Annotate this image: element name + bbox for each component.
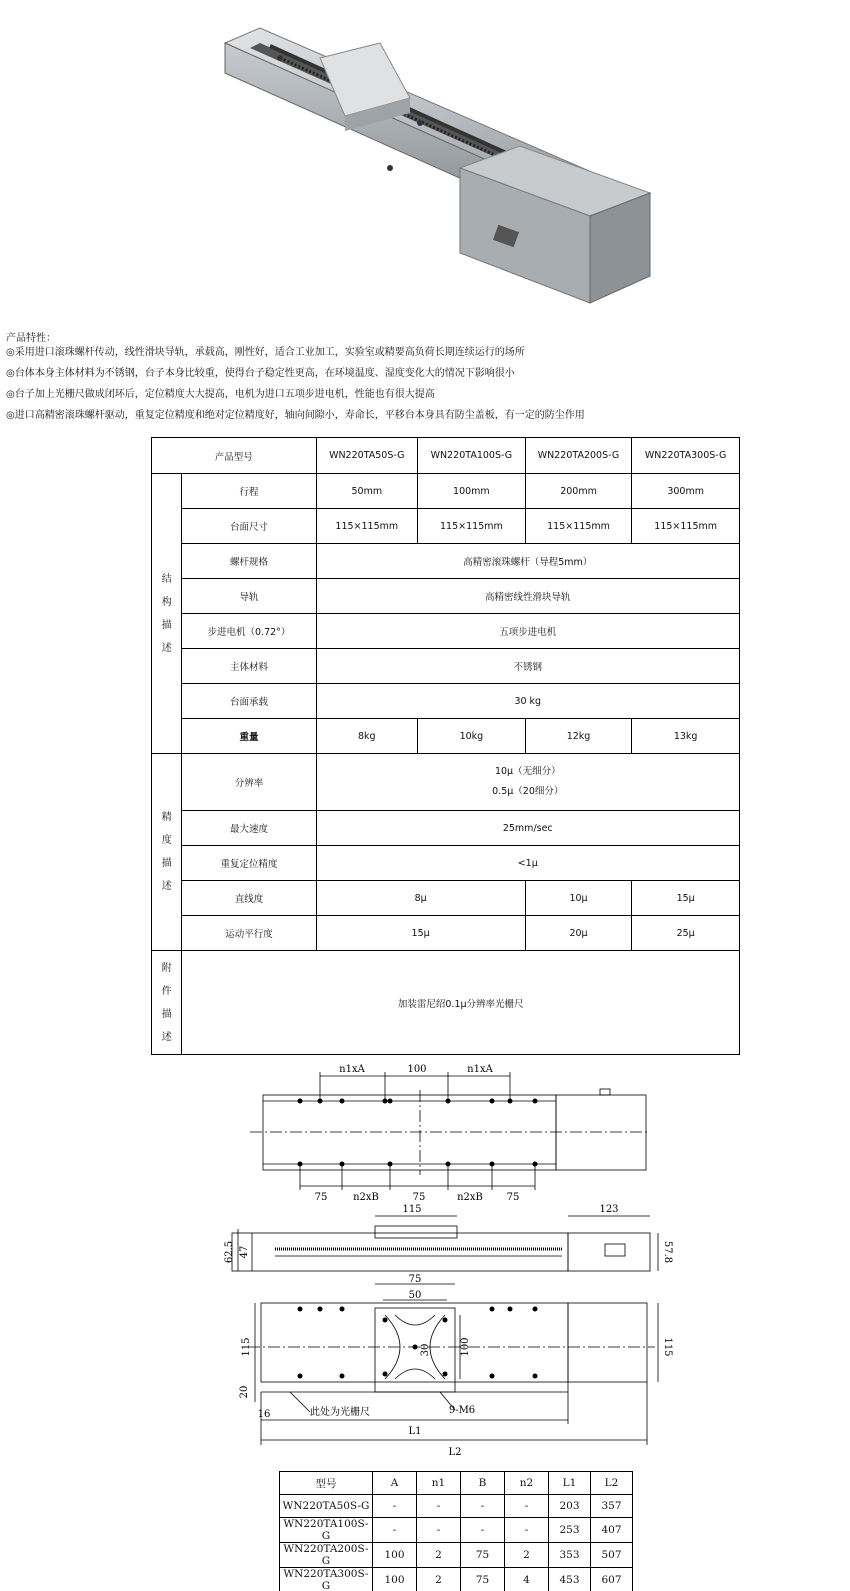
resolution-value: 10μ（无细分） 0.5μ（20细分）: [316, 754, 739, 811]
weight-value: 8kg: [316, 719, 418, 754]
group-accessory: 附 件 描 述: [152, 951, 182, 1055]
travel-value: 300mm: [632, 474, 740, 509]
table-size-value: 115×115mm: [316, 509, 418, 544]
table-size-value: 115×115mm: [632, 509, 740, 544]
dim-n2xb-right: n2xB: [457, 1192, 483, 1203]
dim-75-a: 75: [314, 1192, 328, 1203]
dim-100-bottom: 100: [460, 1337, 471, 1357]
model-1: WN220TA50S-G: [316, 438, 418, 474]
straightness-label: 直线度: [182, 881, 316, 916]
parallelism-value: 15μ: [316, 916, 525, 951]
group-precision: 精 度 描 述: [152, 754, 182, 951]
straightness-value: 8μ: [316, 881, 525, 916]
dim-header: n2: [505, 1472, 549, 1495]
dim-header: L1: [549, 1472, 591, 1495]
feature-line-2: ◎台体本身主体材料为不锈钢，台子本身比较重，使得台子稳定性更高，在环境温度、湿度变化大的情况下影响很小: [6, 368, 515, 379]
parallelism-value: 20μ: [525, 916, 632, 951]
dim-115-left: 115: [241, 1337, 252, 1357]
table-size-value: 115×115mm: [525, 509, 632, 544]
weight-value: 12kg: [525, 719, 632, 754]
dim-n1xa-left: n1xA: [339, 1064, 365, 1075]
dim-16: 16: [257, 1409, 271, 1420]
parallelism-label: 运动平行度: [182, 916, 316, 951]
feature-line-4: ◎进口高精密滚珠螺杆驱动，重复定位精度和绝对定位精度好，轴向间隙小，寿命长，平移台本身具有防尘盖板，有一定的防尘作用: [6, 410, 585, 421]
accessory-value: 加装雷尼绍0.1μ分辨率光栅尺: [182, 951, 740, 1055]
dim-57-8: 57.8: [662, 1240, 673, 1264]
travel-value: 50mm: [316, 474, 418, 509]
dim-75-c: 75: [506, 1192, 520, 1203]
dim-115-side: 115: [402, 1204, 422, 1215]
dim-header: n1: [417, 1472, 461, 1495]
dim-header: L2: [591, 1472, 633, 1495]
dim-47: 47: [239, 1245, 250, 1259]
dim-30: 30: [420, 1343, 431, 1357]
material-label: 主体材料: [182, 649, 316, 684]
dim-62-5: 62.5: [224, 1240, 235, 1264]
dim-l1: L1: [408, 1426, 422, 1437]
product-photo: [220, 18, 670, 328]
table-row: WN220TA50S-G - - - - 203 357: [280, 1495, 633, 1518]
load-label: 台面承载: [182, 684, 316, 719]
dim-100-top: 100: [407, 1064, 427, 1075]
feature-line-3: ◎台子加上光栅尺做成闭环后，定位精度大大提高，电机为进口五项步进电机，性能也有很大提高: [6, 389, 435, 400]
screw-label: 螺杆规格: [182, 544, 316, 579]
spec-table: [151, 437, 740, 1055]
table-row: WN220TA200S-G 100 2 75 2 353 507: [280, 1543, 633, 1568]
dim-75-b: 75: [412, 1192, 426, 1203]
dim-75-bottom: 75: [408, 1274, 422, 1285]
travel-value: 100mm: [418, 474, 526, 509]
features-title: 产品特性：: [6, 333, 56, 344]
straightness-value: 10μ: [525, 881, 632, 916]
holes-label: 9-M6: [448, 1405, 476, 1416]
travel-label: 行程: [182, 474, 316, 509]
scale-note: 此处为光栅尺: [310, 1407, 370, 1418]
dim-l2: L2: [448, 1447, 462, 1458]
resolution-label: 分辨率: [182, 754, 316, 811]
dim-50: 50: [408, 1290, 422, 1301]
dimension-table: [279, 1471, 633, 1591]
weight-label: 重量: [182, 719, 316, 754]
features-section: [6, 333, 846, 431]
travel-value: 200mm: [525, 474, 632, 509]
weight-value: 10kg: [418, 719, 526, 754]
guide-label: 导轨: [182, 579, 316, 614]
model-2: WN220TA100S-G: [418, 438, 526, 474]
feature-line-1: ◎采用进口滚珠螺杆传动，线性滑块导轨，承载高，刚性好，适合工业加工，实验室或精要高负荷长期连续运行的场所: [6, 347, 525, 358]
model-4: WN220TA300S-G: [632, 438, 740, 474]
group-structure: 结 构 描 述: [152, 474, 182, 754]
header-label: 产品型号: [152, 438, 317, 474]
table-size-value: 115×115mm: [418, 509, 526, 544]
guide-value: 高精密线性滑块导轨: [316, 579, 739, 614]
straightness-value: 15μ: [632, 881, 740, 916]
repeatability-value: <1μ: [316, 846, 739, 881]
dim-n1xa-right: n1xA: [467, 1064, 493, 1075]
dim-header: 型号: [280, 1472, 373, 1495]
repeatability-label: 重复定位精度: [182, 846, 316, 881]
dim-header: A: [373, 1472, 417, 1495]
dim-header: B: [461, 1472, 505, 1495]
screw-value: 高精密滚珠螺杆（导程5mm）: [316, 544, 739, 579]
parallelism-value: 25μ: [632, 916, 740, 951]
dim-20: 20: [239, 1385, 250, 1399]
max-speed-value: 25mm/sec: [316, 811, 739, 846]
dim-n2xb-left: n2xB: [353, 1192, 379, 1203]
weight-value: 13kg: [632, 719, 740, 754]
max-speed-label: 最大速度: [182, 811, 316, 846]
material-value: 不锈钢: [316, 649, 739, 684]
model-3: WN220TA200S-G: [525, 438, 632, 474]
table-row: WN220TA100S-G - - - - 253 407: [280, 1518, 633, 1543]
table-size-label: 台面尺寸: [182, 509, 316, 544]
dim-123: 123: [599, 1204, 619, 1215]
dim-115-right: 115: [662, 1337, 673, 1357]
table-row: WN220TA300S-G 100 2 75 4 453 607: [280, 1568, 633, 1591]
motor-label: 步进电机（0.72°）: [182, 614, 316, 649]
load-value: 30 kg: [316, 684, 739, 719]
motor-value: 五项步进电机: [316, 614, 739, 649]
